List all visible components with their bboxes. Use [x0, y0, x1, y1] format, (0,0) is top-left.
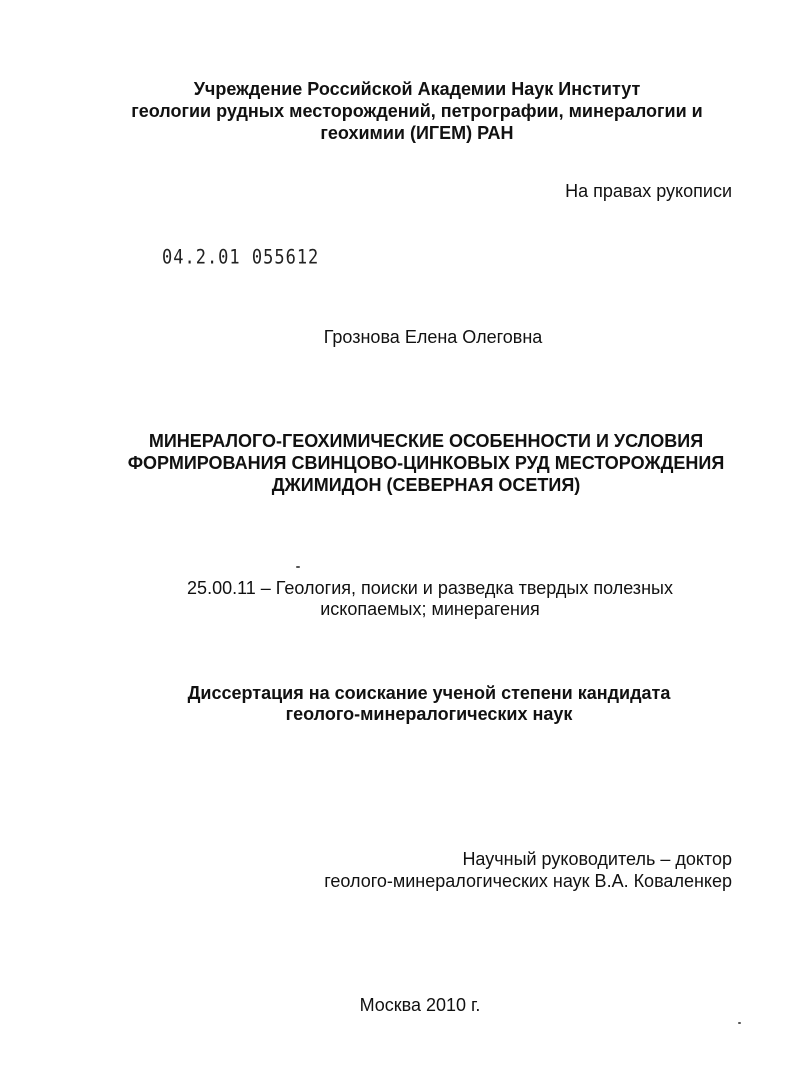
city-year: Москва 2010 г. — [359, 995, 481, 1015]
manuscript-note: На правах рукописи — [565, 181, 732, 201]
title-line: ДЖИМИДОН (СЕВЕРНАЯ ОСЕТИЯ) — [271, 475, 581, 495]
title-line: МИНЕРАЛОГО-ГЕОХИМИЧЕСКИЕ ОСОБЕННОСТИ И УСЛОВИЯ — [148, 431, 704, 451]
author-name: Грознова Елена Олеговна — [323, 327, 543, 347]
advisor-line: Научный руководитель – доктор — [462, 849, 732, 869]
scientific-advisor — [324, 848, 732, 892]
scan-speck — [738, 1022, 741, 1024]
degree-line: геолого-минералогических наук — [285, 704, 573, 724]
advisor-line: геолого-минералогических наук В.А. Коваленкер — [324, 871, 732, 891]
degree-statement — [32, 683, 794, 725]
title-line: ФОРМИРОВАНИЯ СВИНЦОВО-ЦИНКОВЫХ РУД МЕСТОРОЖДЕНИЯ — [127, 453, 725, 473]
dissertation-title — [29, 430, 794, 496]
institution-line: геологии рудных месторождений, петрографии, минералогии и — [131, 101, 703, 121]
institution-line: Учреждение Российской Академии Наук Институт — [193, 79, 641, 99]
degree-line: Диссертация на соискание ученой степени кандидата — [187, 683, 671, 703]
specialty-code — [33, 578, 794, 620]
archive-stamp: 04.2.01 055612 — [162, 246, 320, 269]
institution-header — [20, 78, 794, 144]
specialty-line: ископаемых; минерагения — [320, 599, 540, 619]
institution-line: геохимии (ИГЕМ) РАН — [320, 123, 514, 143]
specialty-line: 25.00.11 – Геология, поиски и разведка твердых полезных — [187, 578, 673, 598]
scan-speck — [296, 566, 300, 568]
